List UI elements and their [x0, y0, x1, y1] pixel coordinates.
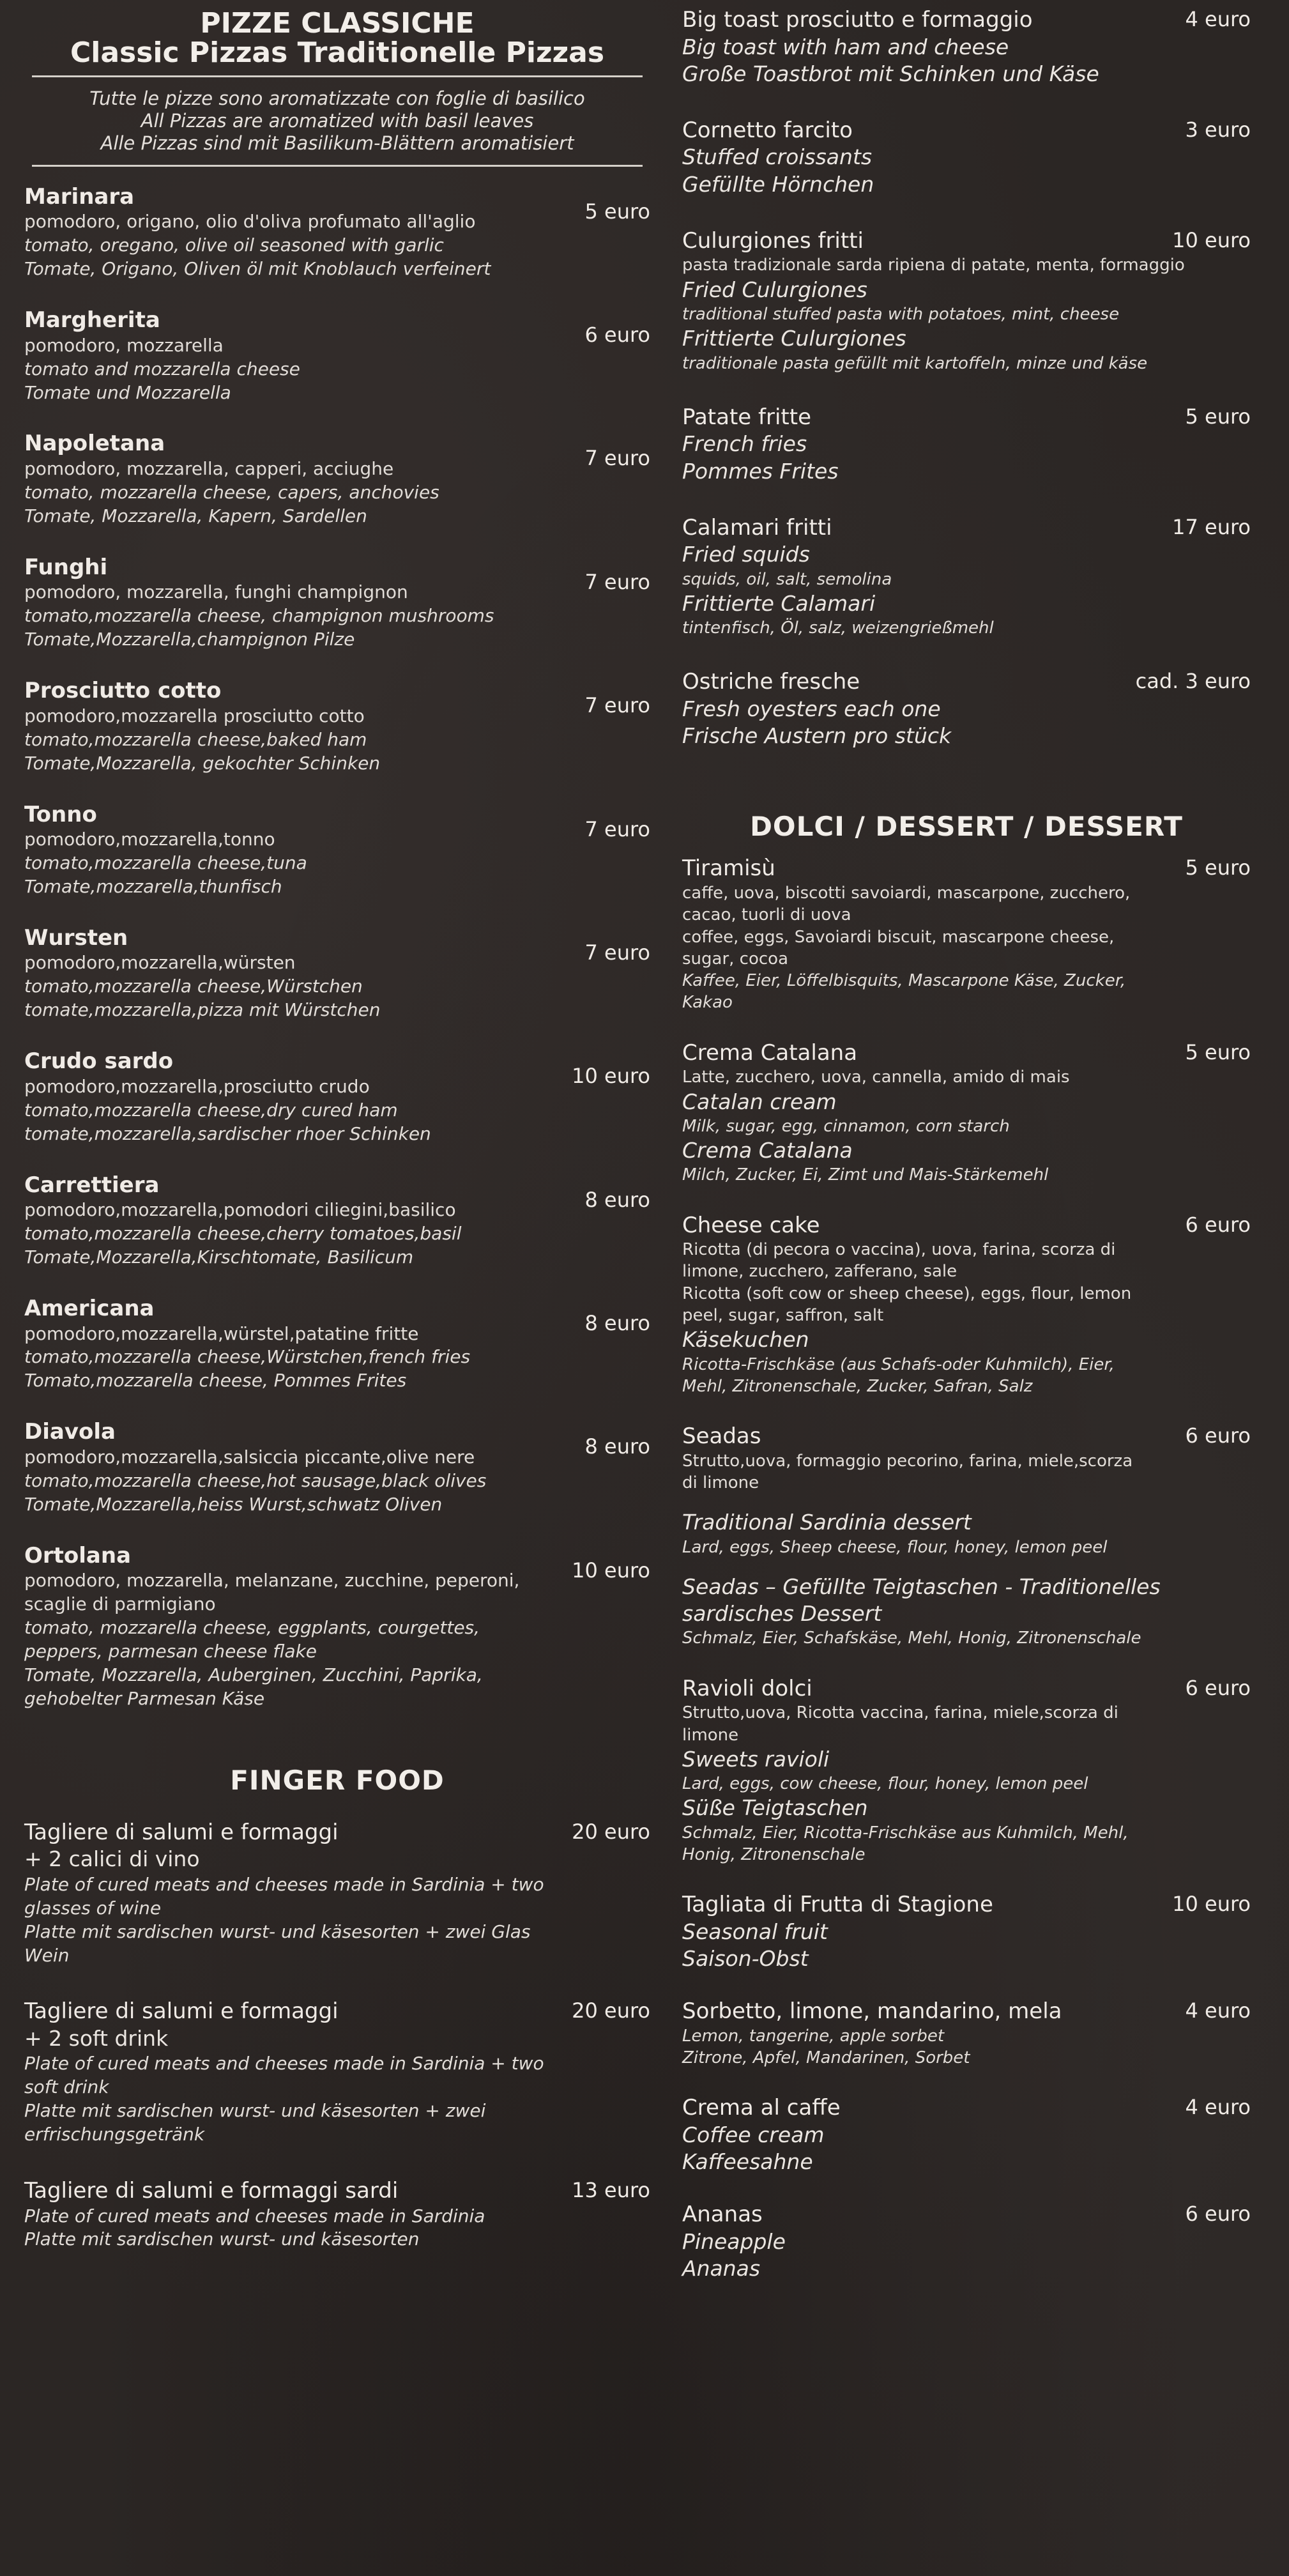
menu-item [24, 1998, 650, 2147]
item-name: Crudo sardo [24, 1048, 174, 1075]
item-description-line: pomodoro,mozzarella,pomodori ciliegini,basilico [24, 1199, 456, 1221]
item-subtitle: + 2 calici di vino [24, 1846, 200, 1872]
item-name: Crema Catalana [682, 1039, 858, 1066]
item-description-line: Platte mit sardischen wurst- und käsesorten [24, 2228, 420, 2250]
item-description-line: pomodoro, mozzarella, funghi champignon [24, 581, 408, 603]
item-name: Funghi [24, 554, 108, 580]
left-column [24, 0, 650, 2282]
menu-item [682, 404, 1251, 485]
item-description-line: tomato and mozzarella cheese [24, 358, 300, 379]
item-name: Cornetto farcito [682, 117, 853, 143]
item-description-line: Milch, Zucker, Ei, Zimt und Mais-Stärkemehl [682, 1165, 1049, 1185]
item-description-line: Pommes Frites [682, 458, 839, 484]
item-description-line: Tomate,Mozzarella,Kirschtomate, Basilicum [24, 1246, 414, 1268]
item-description-line: Tomate, Mozzarella, Auberginen, Zucchini, Paprika, [24, 1664, 483, 1686]
menu-item [682, 6, 1251, 88]
item-description-line: Tomate,Mozzarella, gekochter Schinken [24, 752, 381, 774]
menu-item [24, 677, 650, 775]
intro-line: All Pizzas are aromatized with basil leaves [141, 110, 534, 132]
item-description-line: sardisches Dessert [682, 1601, 882, 1627]
menu-item [24, 2177, 650, 2251]
item-price: 7 euro [584, 693, 650, 718]
menu-item [682, 1675, 1251, 1866]
item-description-line: Sweets ravioli [682, 1746, 830, 1772]
item-description-line: pomodoro, mozzarella [24, 334, 224, 356]
item-description-line: Catalan cream [682, 1089, 837, 1114]
item-price: 7 euro [584, 569, 650, 594]
item-description-line: Tomate,Mozzarella,champignon Pilze [24, 629, 355, 650]
pizza-list [24, 183, 650, 1711]
item-description-line [682, 1558, 1251, 1574]
item-price: 8 euro [584, 1187, 650, 1212]
item-name: Tagliere di salumi e formaggi [24, 1998, 339, 2025]
item-description-line: tomato,mozzarella cheese,hot sausage,black olives [24, 1469, 487, 1491]
item-name: Seadas [682, 1423, 761, 1450]
item-description-line: tomato, oregano, olive oil seasoned with garlic [24, 234, 444, 256]
item-description-line: tomato,mozzarella cheese, champignon mushrooms [24, 605, 494, 627]
pizze-intro [24, 85, 650, 157]
item-description-line: Ananas [682, 2256, 761, 2281]
item-description-line: tomato,mozzarella cheese,Würstchen,french fries [24, 1346, 471, 1368]
item-description-line: gehobelter Parmesan Käse [24, 1687, 265, 1709]
menu-item [24, 1819, 650, 1968]
item-name: Wursten [24, 924, 128, 951]
item-price: 20 euro [572, 1998, 650, 2023]
item-name: Tonno [24, 801, 97, 827]
item-name: Carrettiera [24, 1172, 160, 1198]
menu-item [24, 1418, 650, 1516]
item-description-line: coffee, eggs, Savoiardi biscuit, mascarpone cheese, [682, 927, 1115, 947]
item-name: Tagliata di Frutta di Stagione [682, 1892, 993, 1918]
item-description-line: Seasonal fruit [682, 1919, 828, 1944]
item-description-line: pomodoro,mozzarella,tonno [24, 829, 275, 850]
item-description-line: Lemon, tangerine, apple sorbet [682, 2026, 945, 2046]
item-price: cad. 3 euro [1135, 669, 1251, 694]
menu-item [24, 183, 650, 281]
item-price: 6 euro [584, 323, 650, 348]
item-description-line: Seadas – Gefüllte Teigtaschen - Traditionelles [682, 1574, 1161, 1599]
menu-item [24, 1295, 650, 1393]
finger-food-list [24, 1819, 650, 2252]
item-description-line: Tomato,mozzarella cheese, Pommes Frites [24, 1370, 407, 1392]
item-price: 4 euro [1185, 7, 1251, 31]
right-column [682, 0, 1251, 2308]
item-price: 8 euro [584, 1434, 650, 1459]
item-name: Big toast prosciutto e formaggio [682, 7, 1033, 33]
item-price: 6 euro [1185, 2202, 1251, 2227]
item-description-line: erfrischungsgetränk [24, 2124, 205, 2145]
item-name: Ananas [682, 2202, 763, 2228]
item-price: 17 euro [1172, 514, 1251, 539]
item-description-line: peppers, parmesan cheese flake [24, 1641, 317, 1662]
item-name: Tiramisù [682, 855, 775, 882]
menu-item [682, 1039, 1251, 1186]
item-description-line: pomodoro, mozzarella, melanzane, zucchine, peperoni, [24, 1570, 520, 1591]
menu-item [24, 1172, 650, 1269]
item-description-line: Strutto,uova, formaggio pecorino, farina, miele,scorza [682, 1451, 1133, 1471]
item-price: 8 euro [584, 1311, 650, 1335]
item-description-line: scaglie di parmigiano [24, 1593, 216, 1615]
divider [32, 165, 643, 167]
item-description-line: Platte mit sardischen wurst- und käsesorten + zwei [24, 2100, 486, 2122]
item-name: Culurgiones fritti [682, 227, 864, 254]
item-name: Ravioli dolci [682, 1675, 812, 1701]
item-description-line: Schmalz, Eier, Ricotta-Frischkäse aus Kuhmilch, Mehl, [682, 1823, 1129, 1843]
item-price: 6 euro [1185, 1675, 1251, 1700]
intro-line: Alle Pizzas sind mit Basilikum-Blättern aromatisiert [100, 132, 574, 154]
item-description-line: pomodoro,mozzarella,würsten [24, 952, 296, 974]
item-description-line: Big toast with ham and cheese [682, 34, 1009, 59]
item-description-line: Fried squids [682, 542, 810, 567]
snack-list [682, 6, 1251, 749]
item-price: 10 euro [1172, 1892, 1251, 1917]
intro-line: Tutte le pizze sono aromatizzate con foglie di basilico [89, 88, 585, 110]
item-description-line: Fried Culurgiones [682, 277, 867, 302]
item-name: Americana [24, 1296, 155, 1321]
item-description-line: Milk, sugar, egg, cinnamon, corn starch [682, 1116, 1010, 1136]
item-price: 10 euro [572, 1064, 650, 1089]
item-description-line: glasses of wine [24, 1897, 162, 1919]
menu-item [24, 307, 650, 404]
item-name: Tagliere di salumi e formaggi sardi [24, 2178, 399, 2204]
item-name: Tagliere di salumi e formaggi [24, 1819, 339, 1845]
item-description-line: Traditional Sardinia dessert [682, 1510, 972, 1535]
pizze-subtitle: Classic Pizzas Traditionelle Pizzas [70, 36, 605, 70]
finger-food-title: FINGER FOOD [230, 1764, 445, 1796]
item-description-line: Latte, zucchero, uova, cannella, amido di mais [682, 1068, 1070, 1087]
menu-item [682, 514, 1251, 640]
item-description-line: Lard, eggs, Sheep cheese, flour, honey, lemon peel [682, 1537, 1108, 1557]
item-description-line: squids, oil, salt, semolina [682, 569, 892, 589]
item-description-line: di limone [682, 1473, 759, 1493]
item-description-line: Kakao [682, 993, 733, 1013]
item-description-line: Fresh oyesters each one [682, 696, 941, 721]
menu-item [24, 430, 650, 528]
item-description-line: Plate of cured meats and cheeses made in Sardinia [24, 2205, 485, 2227]
item-description-line: Tomate und Mozzarella [24, 381, 231, 403]
item-description-line: tomato,mozzarella cheese,baked ham [24, 728, 367, 750]
item-description-line: Tomate,Mozzarella,heiss Wurst,schwatz Oliven [24, 1493, 443, 1515]
item-name: Margherita [24, 307, 160, 334]
item-description-line: pomodoro,mozzarella,prosciutto crudo [24, 1075, 370, 1097]
item-description-line: pomodoro, origano, olio d'oliva profumato all'aglio [24, 211, 476, 233]
menu-item [682, 2094, 1251, 2175]
item-price: 4 euro [1185, 1998, 1251, 2023]
item-price: 6 euro [1185, 1212, 1251, 1237]
item-description-line: Gefüllte Hörnchen [682, 171, 874, 197]
item-name: Patate fritte [682, 404, 812, 430]
item-description-line: tomato,mozzarella cheese,cherry tomatoes,basil [24, 1223, 462, 1245]
item-description-line: Saison-Obst [682, 1945, 809, 1971]
item-description-line: tomato, mozzarella cheese, capers, anchovies [24, 481, 439, 503]
item-price: 6 euro [1185, 1423, 1251, 1448]
item-name: Sorbetto, limone, mandarino, mela [682, 1998, 1062, 2025]
item-name: Ortolana [24, 1542, 132, 1568]
item-price: 3 euro [1185, 117, 1251, 142]
item-name: Cheese cake [682, 1212, 820, 1238]
item-description-line: Ricotta-Frischkäse (aus Schafs-oder Kuhmilch), Eier, [682, 1354, 1115, 1374]
item-price: 7 euro [584, 816, 650, 841]
item-description-line: Frittierte Calamari [682, 590, 876, 616]
item-description-line: Tomate, Mozzarella, Kapern, Sardellen [24, 505, 367, 526]
menu-item [682, 855, 1251, 1013]
item-subtitle: + 2 soft drink [24, 2025, 169, 2051]
item-description-line: Honig, Zitronenschale [682, 1844, 866, 1864]
item-price: 7 euro [584, 446, 650, 471]
item-description-line: Wein [24, 1944, 70, 1966]
item-description-line: Plate of cured meats and cheeses made in Sardinia + two [24, 2053, 544, 2074]
item-description-line: French fries [682, 431, 807, 457]
menu-item [682, 227, 1251, 374]
item-name: Ostriche fresche [682, 669, 860, 695]
item-description-line [682, 1494, 1251, 1509]
item-price: 5 euro [1185, 855, 1251, 880]
menu-item [24, 1542, 650, 1711]
pizze-title: PIZZE CLASSICHE [200, 7, 475, 40]
menu-item [24, 554, 650, 652]
item-description-line: tomato,mozzarella cheese,Würstchen [24, 976, 363, 997]
item-description-line: Ricotta (soft cow or sheep cheese), eggs, flour, lemon [682, 1284, 1132, 1303]
item-description-line: Coffee cream [682, 2122, 825, 2147]
item-description-line: pomodoro,mozzarella,würstel,patatine fritte [24, 1322, 419, 1344]
item-description-line: Tomate, Origano, Oliven öl mit Knoblauch verfeinert [24, 258, 491, 280]
item-description-line: traditional stuffed pasta with potatoes, mint, cheese [682, 304, 1120, 324]
item-description-line: tomato,mozzarella cheese,dry cured ham [24, 1099, 398, 1121]
dessert-list [682, 855, 1251, 2282]
item-price: 7 euro [584, 940, 650, 965]
item-description-line: Frittierte Culurgiones [682, 326, 906, 351]
item-description-line: Mehl, Zitronenschale, Zucker, Safran, Salz [682, 1376, 1033, 1396]
item-description-line: tomate,mozzarella,pizza mit Würstchen [24, 999, 381, 1021]
item-price: 5 euro [584, 199, 650, 224]
menu-item [682, 668, 1251, 749]
item-description-line: caffe, uova, biscotti savoiardi, mascarpone, zucchero, [682, 883, 1131, 903]
item-description-line: tomate,mozzarella,sardischer rhoer Schinken [24, 1123, 431, 1144]
item-name: Diavola [24, 1419, 116, 1445]
item-description-line: limone, zucchero, zafferano, sale [682, 1262, 957, 1282]
item-description-line: Platte mit sardischen wurst- und käsesorten + zwei Glas [24, 1920, 531, 1942]
item-description-line: sugar, cocoa [682, 949, 789, 969]
item-description-line: Kaffee, Eier, Löffelbisquits, Mascarpone Käse, Zucker, [682, 971, 1126, 991]
item-description-line: pasta tradizionale sarda ripiena di patate, menta, formaggio [682, 256, 1185, 275]
item-price: 13 euro [572, 2178, 650, 2203]
dolci-title: DOLCI / DESSERT / DESSERT [750, 811, 1183, 843]
item-price: 10 euro [572, 1558, 650, 1583]
item-description-line: Stuffed croissants [682, 144, 873, 170]
item-description-line: cacao, tuorli di uova [682, 905, 851, 925]
item-price: 5 euro [1185, 1039, 1251, 1064]
item-description-line: traditionale pasta gefüllt mit kartoffeln, minze und käse [682, 353, 1148, 373]
item-description-line: Große Toastbrot mit Schinken und Käse [682, 61, 1099, 86]
item-description-line: Plate of cured meats and cheeses made in Sardinia + two [24, 1873, 544, 1895]
menu-item [682, 1998, 1251, 2069]
item-description-line: Ricotta (di pecora o vaccina), uova, farina, scorza di [682, 1240, 1116, 1260]
item-name: Prosciutto cotto [24, 678, 222, 704]
menu-item [682, 117, 1251, 198]
divider [32, 75, 643, 77]
item-description-line: Schmalz, Eier, Schafskäse, Mehl, Honig, Zitronenschale [682, 1629, 1141, 1648]
item-description-line: tomato, mozzarella cheese, eggplants, courgettes, [24, 1617, 480, 1639]
item-name: Calamari fritti [682, 514, 832, 540]
item-description-line: tomato,mozzarella cheese,tuna [24, 852, 307, 874]
item-description-line: limone [682, 1725, 739, 1745]
item-description-line: pomodoro, mozzarella, capperi, acciughe [24, 457, 394, 479]
item-description-line: tintenfisch, Öl, salz, weizengrießmehl [682, 618, 994, 638]
menu-item [24, 924, 650, 1022]
menu-item [682, 1891, 1251, 1972]
item-description-line: pomodoro,mozzarella prosciutto cotto [24, 705, 365, 726]
item-name: Marinara [24, 183, 135, 210]
menu-item [24, 801, 650, 899]
item-description-line: Crema Catalana [682, 1138, 853, 1163]
item-price: 5 euro [1185, 404, 1251, 429]
item-description-line: Süße Teigtaschen [682, 1795, 868, 1821]
item-description-line: soft drink [24, 2076, 109, 2098]
item-description-line: Kaffeesahne [682, 2149, 813, 2175]
menu-item [682, 1212, 1251, 1398]
item-description-line: Lard, eggs, cow cheese, flour, honey, lemon peel [682, 1774, 1088, 1794]
item-name: Napoletana [24, 431, 165, 457]
item-name: Crema al caffe [682, 2095, 841, 2121]
menu-item [24, 1048, 650, 1146]
item-description-line: Tomate,mozzarella,thunfisch [24, 875, 282, 897]
item-description-line: pomodoro,mozzarella,salsiccia piccante,olive nere [24, 1446, 475, 1468]
item-description-line: Zitrone, Apfel, Mandarinen, Sorbet [682, 2048, 970, 2068]
item-price: 4 euro [1185, 2095, 1251, 2120]
item-price: 20 euro [572, 1819, 650, 1844]
item-description-line: Käsekuchen [682, 1327, 809, 1353]
item-description-line: peel, sugar, saffron, salt [682, 1306, 884, 1326]
item-price: 10 euro [1172, 227, 1251, 252]
item-description-line: Frische Austern pro stück [682, 723, 952, 749]
item-description-line: Pineapple [682, 2228, 786, 2254]
menu-item [682, 2201, 1251, 2282]
menu-item [682, 1423, 1251, 1649]
item-description-line: Strutto,uova, Ricotta vaccina, farina, miele,scorza di [682, 1703, 1118, 1723]
